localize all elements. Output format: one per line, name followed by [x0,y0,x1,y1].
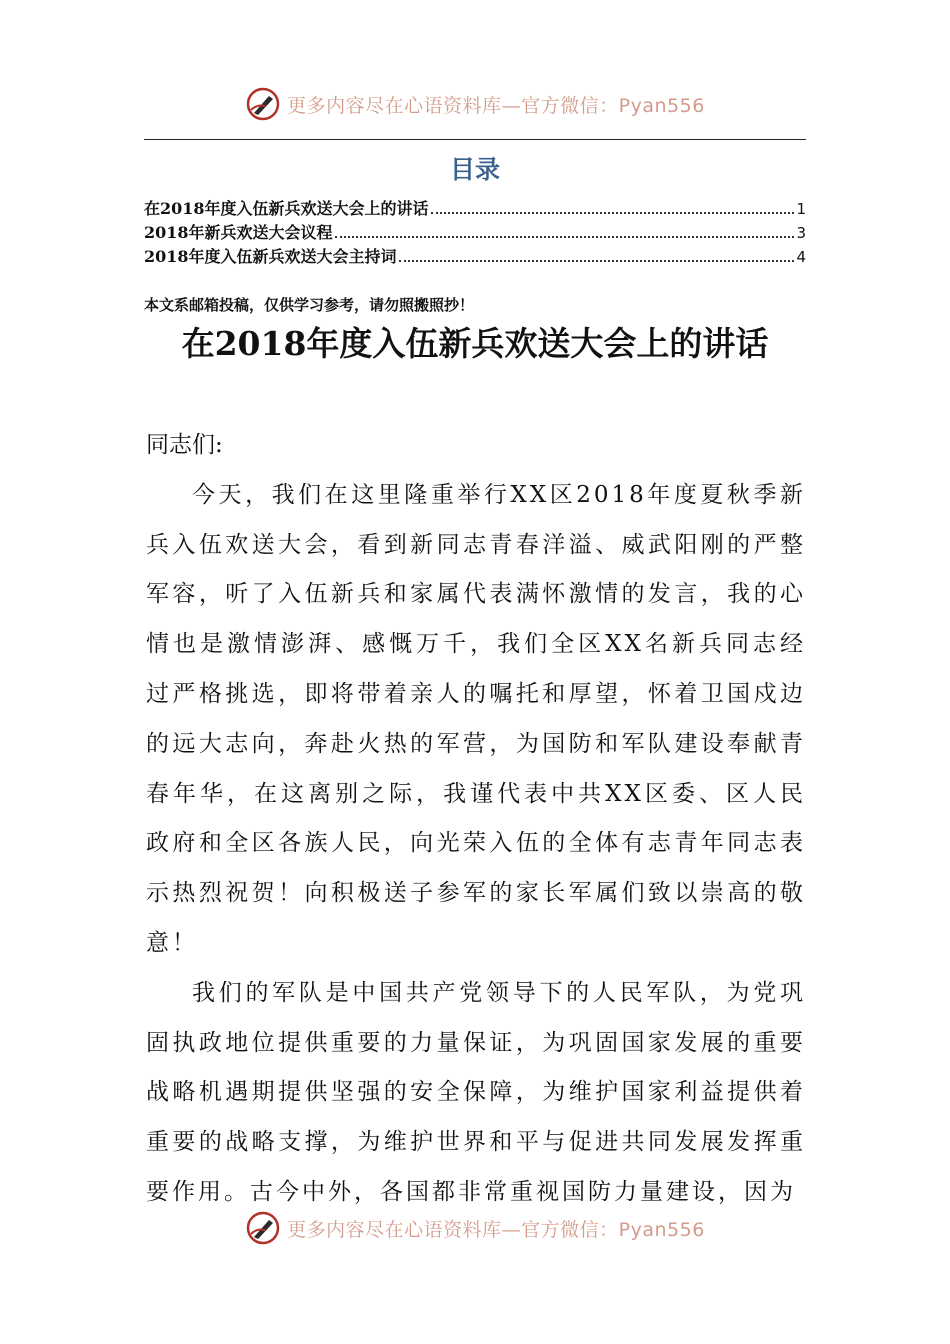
toc-entry-page: 1 [796,200,806,218]
pen-logo-icon [245,1210,281,1246]
salutation: 同志们: [146,432,223,458]
body-paragraph: 我们的军队是中国共产党领导下的人民军队，为党巩固执政地位提供重要的力量保证，为巩固国家发展的重要战略机遇期提供坚强的安全保障，为维护国家利益提供着重要的战略支撑，为维护世界和平与促进共同发展发挥重要作用。古今中外，各国都非常重视国防力量建设，因为 [146,979,806,1205]
toc-title: 目录 [449,155,500,184]
toc-entry[interactable] [144,196,806,220]
copyright-notice: 本文系邮箱投稿，仅供学习参考，请勿照搬照抄！ [144,296,475,314]
table-of-contents [144,196,806,268]
toc-entry-page: 3 [796,224,806,242]
toc-entry[interactable] [144,220,806,244]
toc-leader-dots [399,259,795,262]
banner-text: 更多内容尽在心语资料库—官方微信：Pyan556 [287,1218,705,1241]
wechat-account: Pyan556 [618,94,705,117]
toc-entry-label: 在2018年度入伍新兵欢送大会上的讲话 [144,199,429,218]
header-banner [0,84,950,124]
toc-entry-label: 2018年度入伍新兵欢送大会主持词 [144,247,397,266]
toc-entry-page: 4 [796,248,806,266]
wechat-account: Pyan556 [618,1218,705,1241]
toc-entry-label: 2018年新兵欢送大会议程 [144,223,333,242]
footer-banner [0,1208,950,1248]
document-body [146,421,806,1218]
header-rule [144,139,806,140]
pen-logo-icon [245,86,281,122]
body-paragraph: 今天，我们在这里隆重举行XX区2018年度夏秋季新兵入伍欢送大会，看到新同志青春洋溢、威武阳刚的严整军容，听了入伍新兵和家属代表满怀激情的发言，我的心情也是激情澎湃、感慨万千，我们全区XX名新兵同志经过严格挑选，即将带着亲人的嘱托和厚望，怀着卫国戍边的远大志向，奔赴火热的军营，为国防和军队建设奉献青春年华，在这离别之际，我谨代表中共XX区委、区人民政府和全区各族人民，向光荣入伍的全体有志青年同志表示热烈祝贺！向积极送子参军的家长军属们致以崇高的敬意！ [146,481,806,956]
toc-entry[interactable] [144,244,806,268]
banner-text: 更多内容尽在心语资料库—官方微信：Pyan556 [287,94,705,117]
toc-leader-dots [335,235,795,238]
toc-leader-dots [431,211,795,214]
document-title: 在2018年度入伍新兵欢送大会上的讲话 [181,324,769,363]
